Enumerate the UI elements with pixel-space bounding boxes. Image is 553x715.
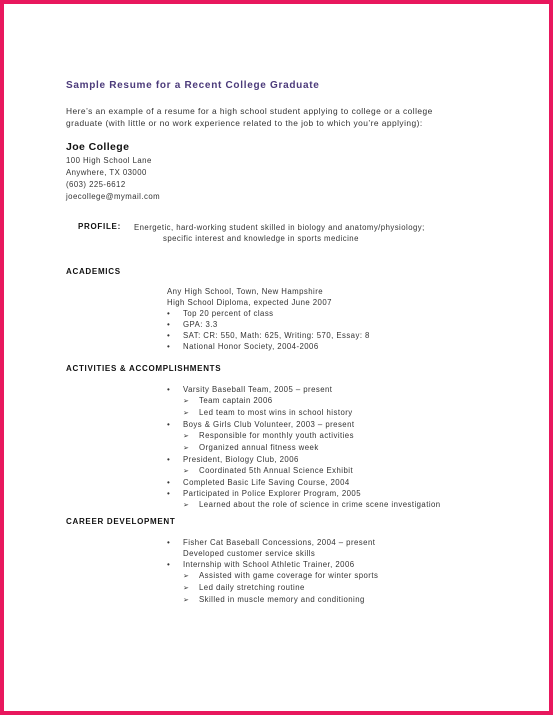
arrow-icon: ➢ — [183, 445, 190, 452]
list-item: • Fisher Cat Baseball Concessions, 2004 – present — [167, 538, 376, 547]
list-item: • Completed Basic Life Saving Course, 2004 — [167, 478, 350, 487]
applicant-name: Joe College — [66, 141, 130, 153]
contact-address-line1: 100 High School Lane — [66, 156, 152, 165]
document-title: Sample Resume for a Recent College Graduate — [66, 80, 320, 91]
intro-line: Here’s an example of a resume for a high school student applying to college or a college — [66, 106, 433, 116]
intro-paragraph — [66, 105, 433, 129]
sub-item: ➢ Team captain 2006 — [167, 395, 441, 407]
bullet-icon: • — [167, 320, 171, 329]
list-item: • SAT: CR: 550, Math: 625, Writing: 570, Essay: 8 — [167, 331, 370, 340]
bullet-icon: • — [167, 342, 171, 351]
bullet-icon: • — [167, 331, 171, 340]
list-item-detail: Developed customer service skills — [183, 549, 316, 558]
sub-item: ➢ Coordinated 5th Annual Science Exhibit — [167, 465, 441, 477]
bullet-icon: • — [167, 489, 171, 498]
arrow-icon: ➢ — [183, 398, 190, 405]
academics-heading: ACADEMICS — [66, 267, 121, 276]
profile-label: PROFILE: — [78, 222, 121, 231]
contact-email: joecollege@mymail.com — [66, 192, 161, 201]
profile-line: Energetic, hard-working student skilled in biology and anatomy/physiology; — [134, 223, 425, 232]
list-item: • President, Biology Club, 2006 — [167, 455, 299, 464]
profile-text — [134, 222, 425, 244]
arrow-icon: ➢ — [183, 573, 190, 580]
activities-heading: ACTIVITIES & ACCOMPLISHMENTS — [66, 364, 222, 373]
arrow-icon: ➢ — [183, 410, 190, 417]
bullet-icon: • — [167, 309, 171, 318]
list-item: • Internship with School Athletic Trainer, 2006 — [167, 560, 355, 569]
intro-line: graduate (with little or no work experience related to the job to which you’re applying): — [66, 118, 423, 128]
profile-line: specific interest and knowledge in sports medicine — [163, 234, 359, 243]
arrow-icon: ➢ — [183, 502, 190, 509]
contact-info — [66, 155, 160, 203]
bullet-icon: • — [167, 560, 171, 569]
activities-list — [167, 384, 441, 511]
bullet-icon: • — [167, 455, 171, 464]
career-list — [167, 537, 378, 606]
school-name: Any High School, Town, New Hampshire — [167, 287, 324, 296]
sub-item: ➢ Skilled in muscle memory and conditioning — [167, 594, 378, 606]
list-item: • GPA: 3.3 — [167, 320, 218, 329]
list-item: • Varsity Baseball Team, 2005 – present — [167, 385, 333, 394]
arrow-icon: ➢ — [183, 468, 190, 475]
contact-address-line2: Anywhere, TX 03000 — [66, 168, 147, 177]
bullet-icon: • — [167, 420, 171, 429]
list-item: • Boys & Girls Club Volunteer, 2003 – present — [167, 420, 355, 429]
arrow-icon: ➢ — [183, 597, 190, 604]
career-heading: CAREER DEVELOPMENT — [66, 517, 176, 526]
bullet-icon: • — [167, 478, 171, 487]
sub-item: ➢ Assisted with game coverage for winter sports — [167, 570, 378, 582]
list-item: • National Honor Society, 2004-2006 — [167, 342, 319, 351]
list-item: • Participated in Police Explorer Program, 2005 — [167, 489, 361, 498]
sub-item: ➢ Led daily stretching routine — [167, 582, 378, 594]
arrow-icon: ➢ — [183, 433, 190, 440]
bullet-icon: • — [167, 538, 171, 547]
bullet-icon: • — [167, 385, 171, 394]
sub-item: ➢ Organized annual fitness week — [167, 442, 441, 454]
academics-details — [167, 286, 370, 352]
contact-phone: (603) 225-6612 — [66, 180, 126, 189]
sub-item: ➢ Led team to most wins in school history — [167, 407, 441, 419]
arrow-icon: ➢ — [183, 585, 190, 592]
diploma: High School Diploma, expected June 2007 — [167, 298, 332, 307]
list-item: • Top 20 percent of class — [167, 309, 274, 318]
sub-item: ➢ Learned about the role of science in crime scene investigation — [167, 499, 441, 511]
sub-item: ➢ Responsible for monthly youth activities — [167, 430, 441, 442]
